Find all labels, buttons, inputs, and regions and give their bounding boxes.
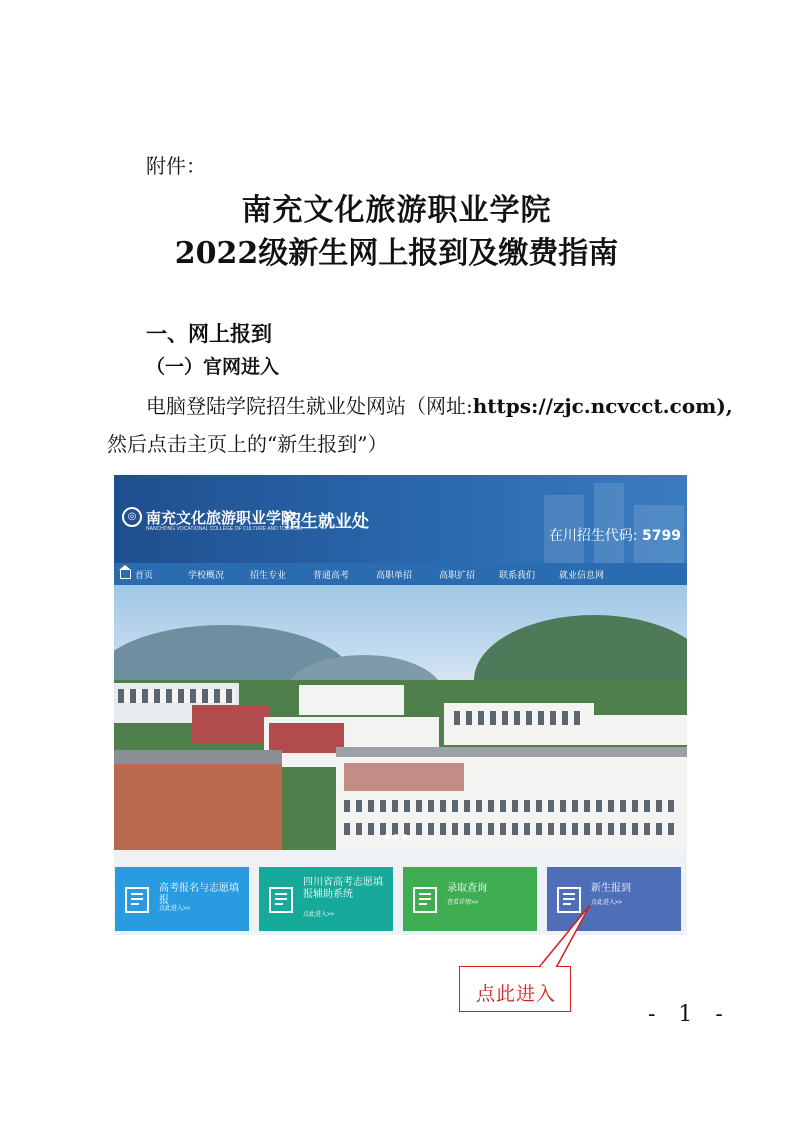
building-red — [269, 723, 344, 753]
nav-item-gaokao[interactable]: 普通高考 — [313, 570, 350, 581]
tile-link[interactable]: 点此进入>> — [303, 912, 335, 918]
tile-title: 新生报到 — [591, 883, 631, 894]
document-icon — [125, 887, 149, 913]
nav-item-majors[interactable]: 招生专业 — [250, 570, 287, 581]
nav-bar — [114, 563, 687, 585]
attachment-label: 附件： — [146, 154, 206, 178]
carousel-indicators[interactable] — [384, 825, 411, 844]
quick-link-tiles — [114, 867, 687, 931]
nav-item-home[interactable] — [120, 568, 188, 581]
office-name: 招生就业处 — [284, 512, 369, 532]
nav-item-about[interactable]: 学校概况 — [188, 570, 225, 581]
document-icon — [557, 887, 581, 913]
building-windows — [118, 689, 236, 703]
document-title: 南充文化旅游职业学院 — [241, 193, 552, 228]
nav-item-contact[interactable]: 联系我们 — [499, 570, 536, 581]
header-decoration — [594, 483, 624, 563]
roof — [336, 747, 687, 757]
roof — [114, 750, 282, 764]
tile-link[interactable]: 查看详情>> — [447, 900, 479, 906]
code-label: 在川招生代码: — [548, 528, 638, 544]
paragraph-text-end: ), — [716, 394, 733, 418]
callout-label: 点此进入 — [475, 983, 556, 1005]
building-windows — [344, 800, 674, 812]
code-value: 5799 — [642, 528, 681, 544]
nav-item-jobs[interactable]: 就业信息网 — [559, 570, 605, 581]
tile-title: 四川省高考志愿填报辅助系统 — [303, 877, 383, 900]
tile-title: 高考报名与志愿填报 — [159, 883, 239, 906]
carousel-dot[interactable] — [384, 834, 390, 840]
carousel-dot[interactable] — [393, 834, 399, 840]
school-name-english: NANCHONG VOCATIONAL COLLEGE OF CULTURE AND TOURISM — [146, 526, 303, 532]
nav-item-expansion[interactable]: 高职扩招 — [439, 570, 476, 581]
building-red — [344, 763, 464, 791]
tile-admission-query[interactable] — [403, 867, 537, 931]
callout-box — [459, 966, 571, 1012]
website-url[interactable]: https://zjc.ncvcct.com — [472, 394, 717, 418]
paragraph-line-1 — [146, 390, 733, 419]
website-screenshot — [114, 475, 687, 935]
enrollment-code — [549, 525, 681, 545]
school-emblem-icon: ◎ — [122, 507, 142, 527]
carousel-dot[interactable] — [402, 834, 408, 840]
subsection-heading: （一）官网进入 — [146, 356, 280, 378]
nav-item-single-exam[interactable]: 高职单招 — [376, 570, 413, 581]
document-icon — [413, 887, 437, 913]
paragraph-text: 电脑登陆学院招生就业处网站（网址: — [146, 394, 473, 418]
building — [594, 715, 687, 745]
home-icon — [120, 570, 131, 579]
building-windows — [454, 711, 584, 725]
tile-sichuan-volunteer-system[interactable] — [259, 867, 393, 931]
building-red — [192, 705, 270, 743]
tile-gaokao-registration[interactable] — [115, 867, 249, 931]
paragraph-line-2: 然后点击主页上的“新生报到”） — [107, 432, 388, 456]
site-header — [114, 475, 687, 563]
tile-link[interactable]: 点此进入>> — [591, 900, 623, 906]
campus-banner-image — [114, 585, 687, 850]
section-heading: 一、网上报到 — [146, 322, 272, 346]
document-subtitle: 2022级新生网上报到及缴费指南 — [174, 236, 619, 271]
tile-new-student-registration[interactable] — [547, 867, 681, 931]
tile-title: 录取查询 — [447, 883, 487, 894]
page-number: - 1 - — [648, 1002, 731, 1027]
building — [299, 685, 404, 715]
nav-label: 首页 — [135, 570, 154, 581]
document-icon — [269, 887, 293, 913]
school-name: 南充文化旅游职业学院 — [146, 509, 297, 527]
tile-link[interactable]: 点此进入>> — [159, 906, 191, 912]
building-red — [114, 760, 282, 850]
